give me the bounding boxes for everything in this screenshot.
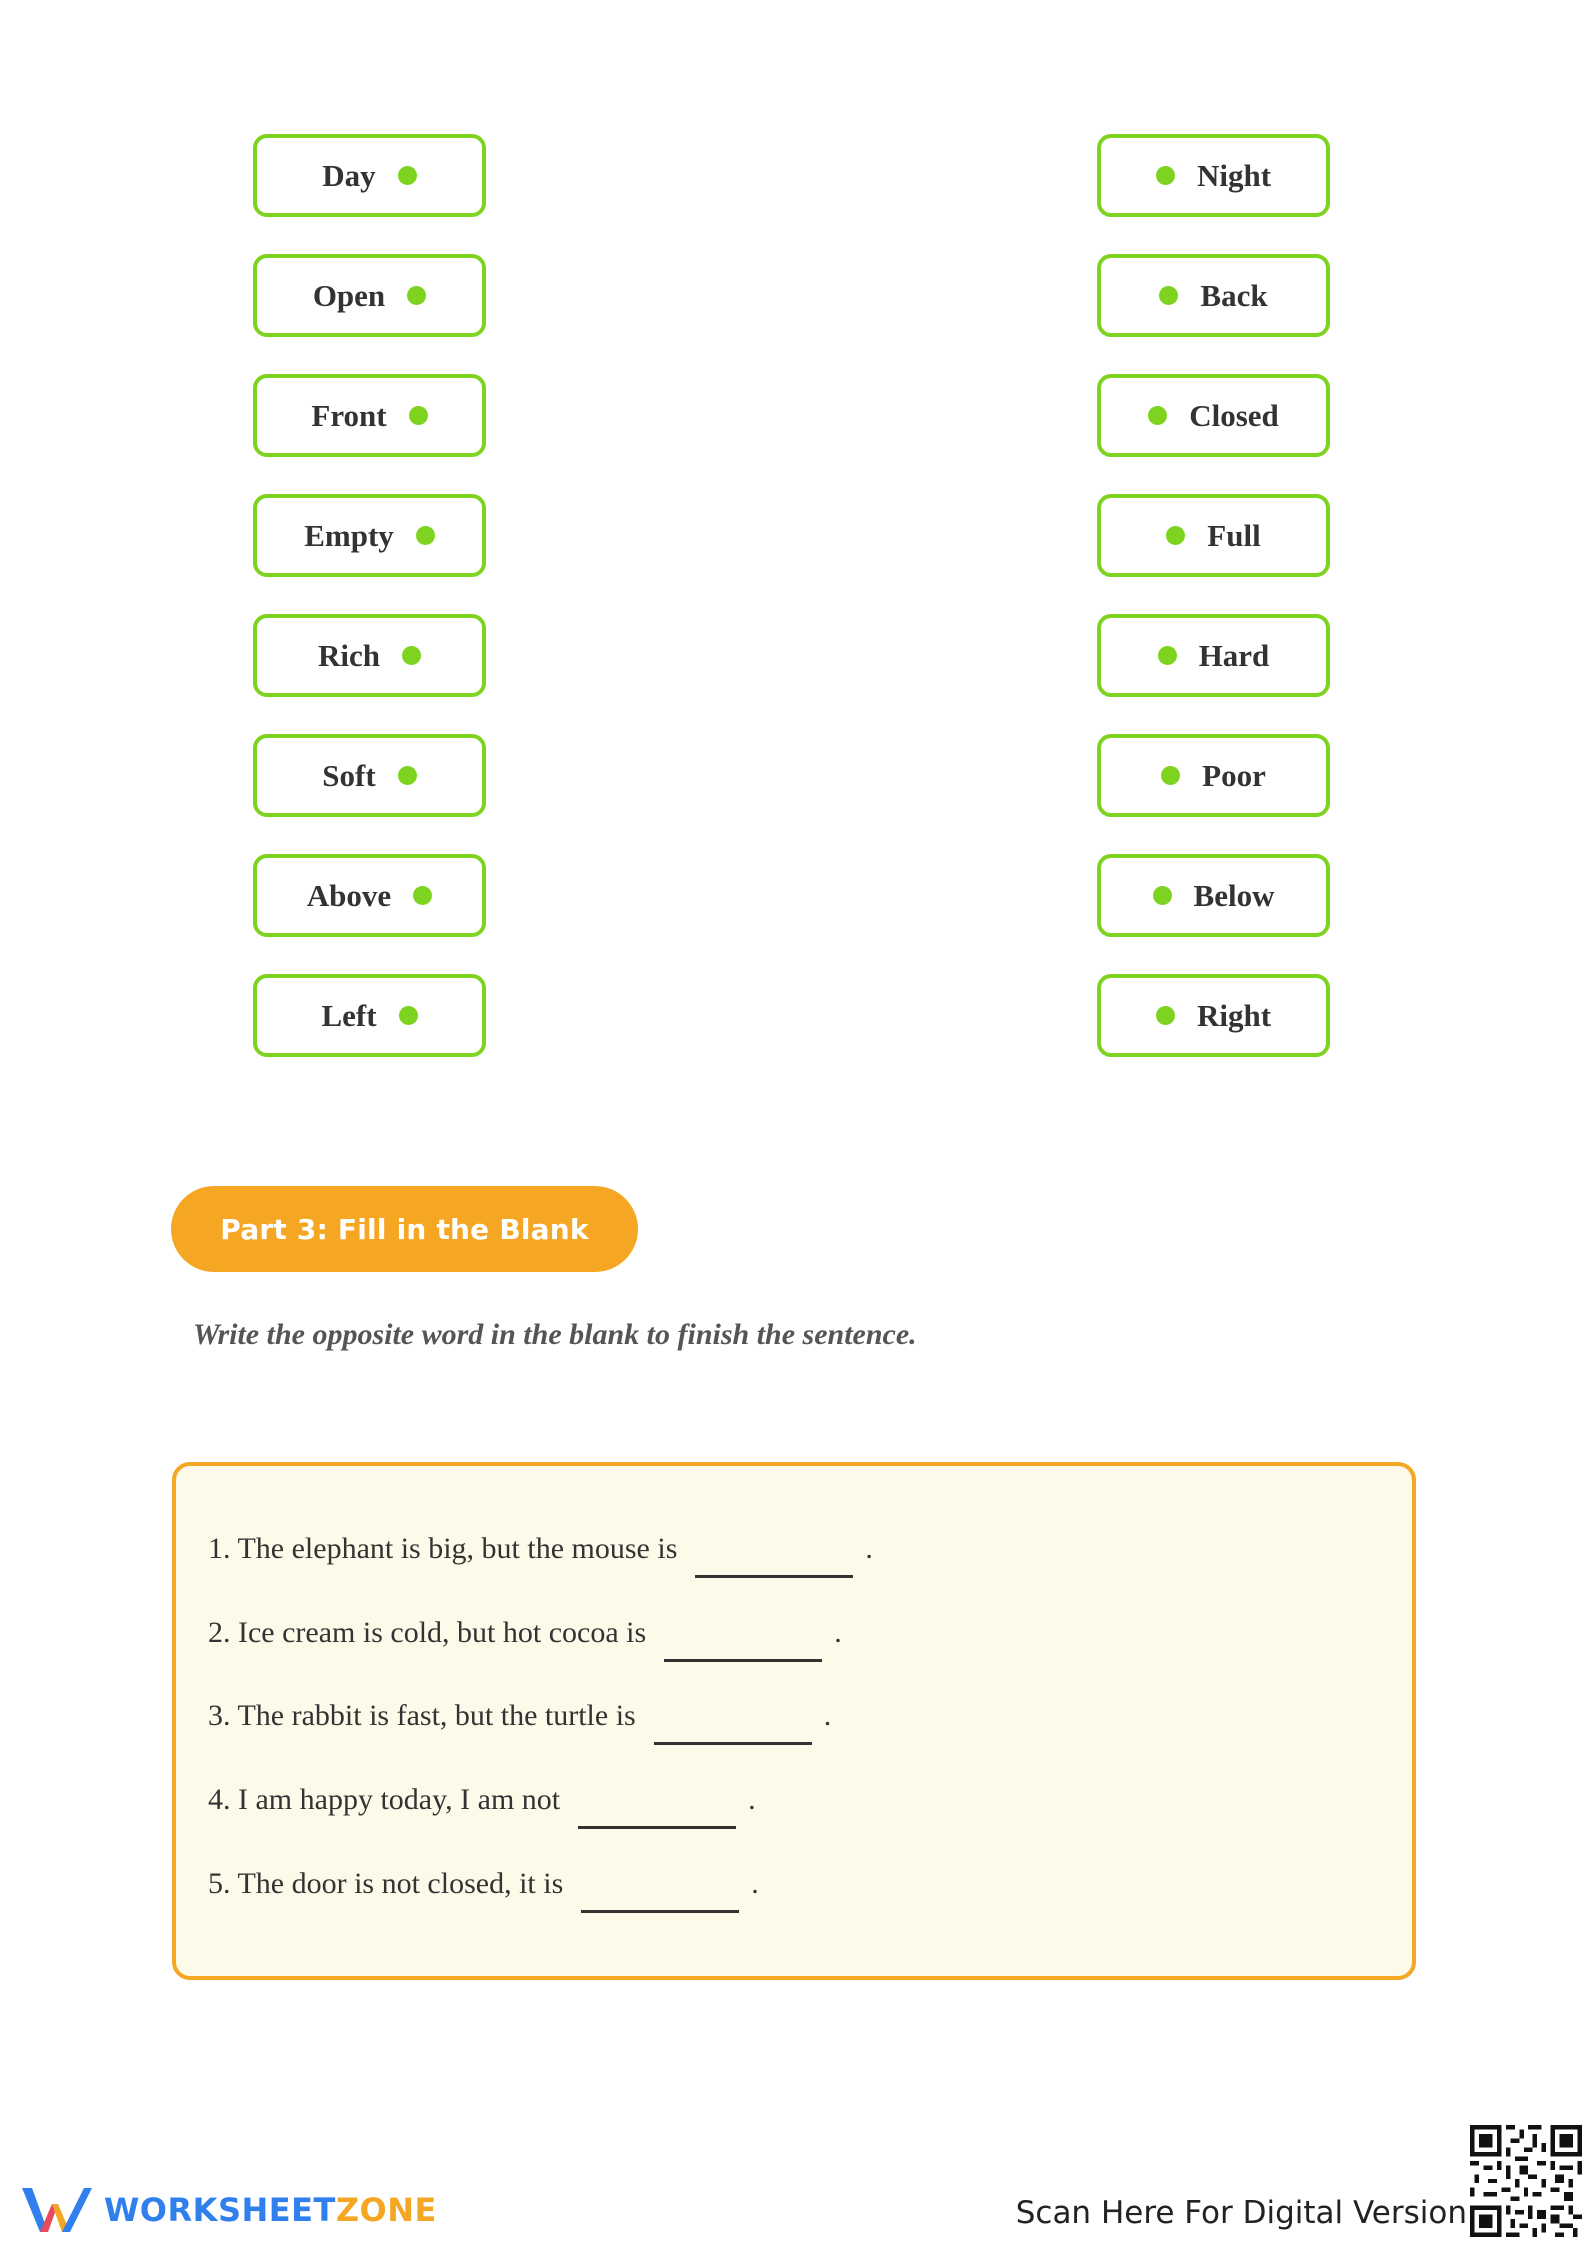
match-word: Back <box>1200 277 1268 313</box>
sentence-text: 5. The door is not closed, it is <box>208 1867 564 1900</box>
answer-blank[interactable] <box>581 1910 739 1913</box>
match-left-rich[interactable] <box>253 614 486 697</box>
match-dot[interactable] <box>1156 1006 1175 1025</box>
match-dot[interactable] <box>413 886 432 905</box>
match-left-empty[interactable] <box>253 494 486 577</box>
match-dot[interactable] <box>1161 766 1180 785</box>
sentence-text: 1. The elephant is big, but the mouse is <box>208 1532 678 1565</box>
sentence-text: 4. I am happy today, I am not <box>208 1783 561 1816</box>
section-title-pill <box>171 1186 638 1272</box>
match-right-below[interactable] <box>1097 854 1330 937</box>
qr-code-icon[interactable] <box>1470 2125 1582 2237</box>
logo-text: WORKSHEETZONE <box>104 2191 437 2229</box>
answer-blank[interactable] <box>578 1826 736 1829</box>
match-left-day[interactable] <box>253 134 486 217</box>
match-dot[interactable] <box>402 646 421 665</box>
match-word: Rich <box>318 637 380 673</box>
match-word: Above <box>306 877 392 913</box>
match-right-poor[interactable] <box>1097 734 1330 817</box>
instruction-text: Write the opposite word in the blank to finish the sentence. <box>193 1318 917 1351</box>
match-word: Day <box>322 157 376 193</box>
match-word: Empty <box>304 517 394 553</box>
sentence-text: 2. Ice cream is cold, but hot cocoa is <box>208 1616 647 1649</box>
match-dot[interactable] <box>1158 646 1177 665</box>
match-left-above[interactable] <box>253 854 486 937</box>
sentence-4 <box>208 1783 756 1817</box>
match-dot[interactable] <box>1153 886 1172 905</box>
sentence-period: . <box>748 1783 756 1816</box>
sentence-5 <box>208 1867 759 1901</box>
match-dot[interactable] <box>399 1006 418 1025</box>
sentence-period: . <box>834 1616 842 1649</box>
match-word: Left <box>321 997 377 1033</box>
match-dot[interactable] <box>1148 406 1167 425</box>
logo-mark-icon <box>18 2182 94 2238</box>
match-left-open[interactable] <box>253 254 486 337</box>
answer-blank[interactable] <box>654 1742 812 1745</box>
scan-caption: Scan Here For Digital Version <box>1015 2195 1467 2231</box>
match-left-left[interactable] <box>253 974 486 1057</box>
match-right-night[interactable] <box>1097 134 1330 217</box>
match-word: Poor <box>1202 757 1266 793</box>
match-word: Full <box>1207 517 1261 553</box>
match-right-back[interactable] <box>1097 254 1330 337</box>
match-left-front[interactable] <box>253 374 486 457</box>
worksheetzone-logo[interactable] <box>18 2182 437 2238</box>
match-word: Closed <box>1189 397 1279 433</box>
sentence-3 <box>208 1699 831 1733</box>
match-right-full[interactable] <box>1097 494 1330 577</box>
match-word: Right <box>1196 997 1272 1033</box>
match-right-closed[interactable] <box>1097 374 1330 457</box>
match-dot[interactable] <box>398 166 417 185</box>
match-dot[interactable] <box>1159 286 1178 305</box>
match-word: Front <box>311 397 387 433</box>
match-word: Below <box>1193 877 1275 913</box>
match-dot[interactable] <box>1156 166 1175 185</box>
match-left-soft[interactable] <box>253 734 486 817</box>
match-right-right[interactable] <box>1097 974 1330 1057</box>
answer-blank[interactable] <box>695 1575 853 1578</box>
sentence-period: . <box>823 1699 832 1732</box>
sentence-period: . <box>865 1532 873 1565</box>
match-word: Soft <box>322 757 376 793</box>
match-word: Hard <box>1198 637 1270 673</box>
sentence-1 <box>208 1532 873 1566</box>
match-dot[interactable] <box>409 406 428 425</box>
sentence-text: 3. The rabbit is fast, but the turtle is <box>208 1699 636 1732</box>
match-dot[interactable] <box>398 766 417 785</box>
match-right-hard[interactable] <box>1097 614 1330 697</box>
answer-blank[interactable] <box>664 1659 822 1662</box>
match-word: Night <box>1196 157 1272 193</box>
match-dot[interactable] <box>407 286 426 305</box>
sentence-period: . <box>751 1867 759 1900</box>
sentence-box <box>172 1462 1416 1980</box>
sentence-2 <box>208 1616 842 1650</box>
match-word: Open <box>312 277 386 313</box>
match-dot[interactable] <box>416 526 435 545</box>
match-dot[interactable] <box>1166 526 1185 545</box>
section-title: Part 3: Fill in the Blank <box>220 1212 589 1246</box>
